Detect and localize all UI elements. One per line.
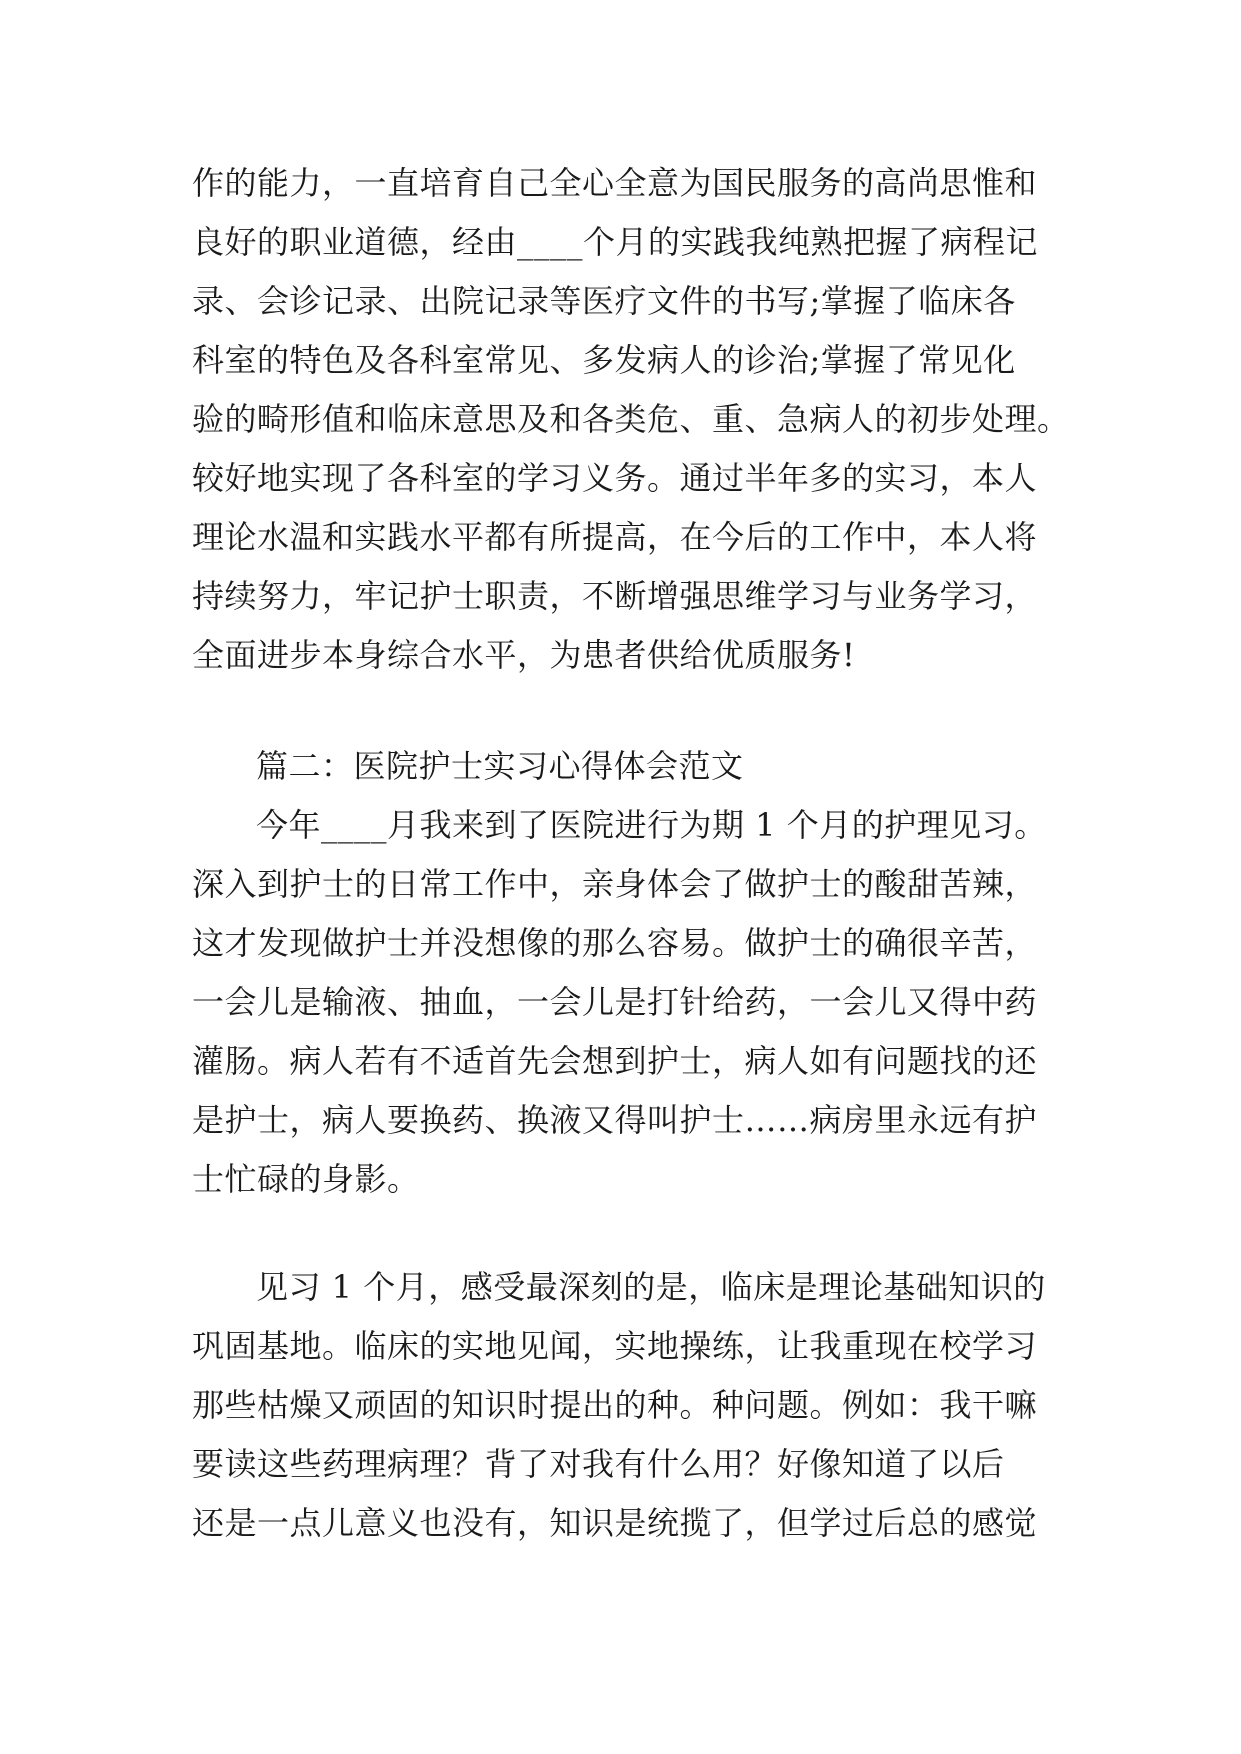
paragraph-line: 还是一点儿意义也没有，知识是统揽了，但学过后总的感觉 (192, 1504, 1038, 1542)
paragraph-line: 今年____月我来到了医院进行为期 1 个月的护理见习。 (256, 806, 1047, 844)
paragraph-line: 验的畸形值和临床意思及和各类危、重、急病人的初步处理。 (192, 400, 1070, 438)
paragraph-line: 深入到护士的日常工作中，亲身体会了做护士的酸甜苦辣， (192, 865, 1038, 903)
paragraph-line: 全面进步本身综合水平，为患者供给优质服务! (192, 636, 856, 674)
paragraph-line: 科室的特色及各科室常见、多发病人的诊治;掌握了常见化 (192, 341, 1016, 379)
paragraph-line: 是护士，病人要换药、换液又得叫护士……病房里永远有护 (192, 1101, 1038, 1139)
paragraph-line: 较好地实现了各科室的学习义务。通过半年多的实习，本人 (192, 459, 1038, 497)
paragraph-line: 良好的职业道德，经由____个月的实践我纯熟把握了病程记 (192, 223, 1039, 261)
paragraph-line: 一会儿是输液、抽血，一会儿是打针给药，一会儿又得中药 (192, 983, 1038, 1021)
paragraph-line: 作的能力，一直培育自己全心全意为国民服务的高尚思惟和 (192, 164, 1038, 202)
paragraph-line: 录、会诊记录、出院记录等医疗文件的书写;掌握了临床各 (192, 282, 1016, 320)
paragraph-line: 理论水温和实践水平都有所提高，在今后的工作中，本人将 (192, 518, 1038, 556)
paragraph-line: 持续努力，牢记护士职责，不断增强思维学习与业务学习， (192, 577, 1038, 615)
paragraph-line: 士忙碌的身影。 (192, 1160, 420, 1198)
paragraph-line: 那些枯燥又顽固的知识时提出的种。种问题。例如：我干嘛 (192, 1386, 1038, 1424)
paragraph-line: 灌肠。病人若有不适首先会想到护士，病人如有问题找的还 (192, 1042, 1038, 1080)
paragraph-line: 见习 1 个月，感受最深刻的是，临床是理论基础知识的 (256, 1268, 1046, 1306)
paragraph-line: 要读这些药理病理？背了对我有什么用？好像知道了以后 (192, 1445, 1005, 1483)
section-heading: 篇二：医院护士实习心得体会范文 (256, 747, 744, 785)
paragraph-line: 巩固基地。临床的实地见闻，实地操练，让我重现在校学习 (192, 1327, 1038, 1365)
paragraph-line: 这才发现做护士并没想像的那么容易。做护士的确很辛苦， (192, 924, 1038, 962)
